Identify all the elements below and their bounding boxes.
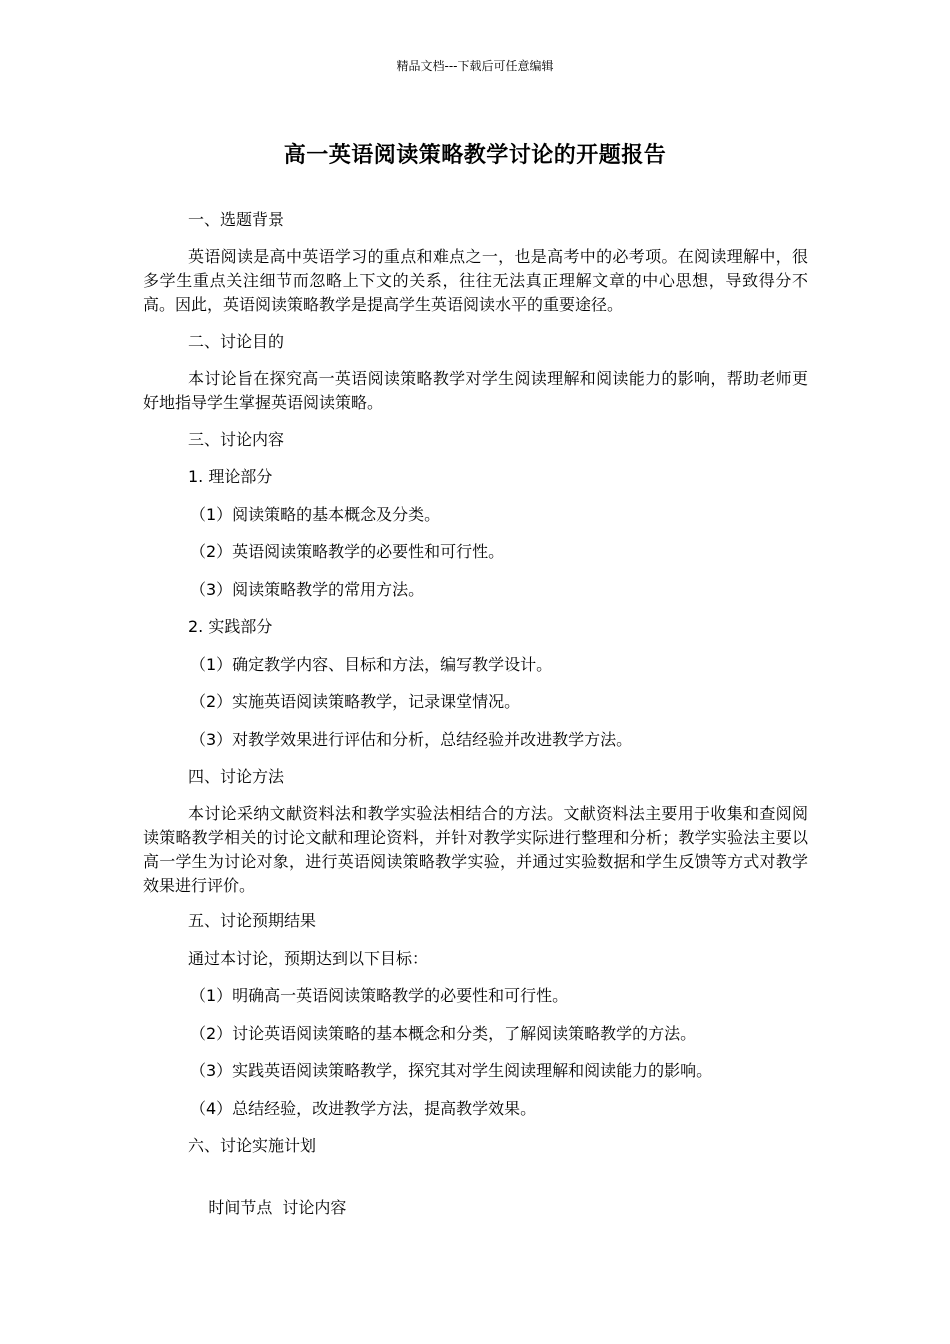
section-heading-method: 四、讨论方法 xyxy=(188,767,285,786)
list-item: （4）总结经验，改进教学方法，提高教学效果。 xyxy=(190,1099,537,1118)
subheading-theory: 1. 理论部分 xyxy=(188,467,273,486)
list-item: （1）明确高一英语阅读策略教学的必要性和可行性。 xyxy=(190,986,569,1005)
header-note: 精品文档---下载后可任意编辑 xyxy=(396,59,554,73)
paragraph-purpose: 本讨论旨在探究高一英语阅读策略教学对学生阅读理解和阅读能力的影响，帮助老师更好地指导学生掌握英语阅读策略。 xyxy=(143,369,808,412)
list-item: （3）实践英语阅读策略教学，探究其对学生阅读理解和阅读能力的影响。 xyxy=(190,1061,713,1080)
section-heading-background: 一、选题背景 xyxy=(188,210,285,229)
list-item: （1）阅读策略的基本概念及分类。 xyxy=(190,505,441,524)
list-item: （2）英语阅读策略教学的必要性和可行性。 xyxy=(190,542,505,561)
list-item: （2）讨论英语阅读策略的基本概念和分类，了解阅读策略教学的方法。 xyxy=(190,1024,697,1043)
section-heading-content: 三、讨论内容 xyxy=(188,430,285,449)
plan-table-header xyxy=(188,1172,346,1244)
subheading-practice: 2. 实践部分 xyxy=(188,617,273,636)
list-item: （3）阅读策略教学的常用方法。 xyxy=(190,580,425,599)
list-item: （2）实施英语阅读策略教学，记录课堂情况。 xyxy=(190,692,521,711)
expected-results-intro: 通过本讨论，预期达到以下目标： xyxy=(188,949,429,968)
section-heading-plan: 六、讨论实施计划 xyxy=(188,1136,317,1155)
table-header-cell: 讨论内容 xyxy=(282,1198,347,1217)
table-header-cell: 时间节点 xyxy=(208,1198,273,1217)
paragraph-background: 英语阅读是高中英语学习的重点和难点之一，也是高考中的必考项。在阅读理解中，很多学生重点关注细节而忽略上下文的关系，往往无法真正理解文章的中心思想，导致得分不高。因此，英语阅读策略教学是提高学生英语阅读水平的重要途径。 xyxy=(143,247,808,314)
document-title: 高一英语阅读策略教学讨论的开题报告 xyxy=(283,143,667,168)
list-item: （1）确定教学内容、目标和方法，编写教学设计。 xyxy=(190,655,553,674)
section-heading-expected-results: 五、讨论预期结果 xyxy=(188,911,317,930)
section-heading-purpose: 二、讨论目的 xyxy=(188,332,285,351)
list-item: （3）对教学效果进行评估和分析，总结经验并改进教学方法。 xyxy=(190,730,633,749)
paragraph-method: 本讨论采纳文献资料法和教学实验法相结合的方法。文献资料法主要用于收集和查阅阅读策略教学相关的讨论文献和理论资料，并针对教学实际进行整理和分析；教学实验法主要以高一学生为讨论对象，进行英语阅读策略教学实验，并通过实验数据和学生反馈等方式对教学效果进行评价。 xyxy=(143,804,808,895)
